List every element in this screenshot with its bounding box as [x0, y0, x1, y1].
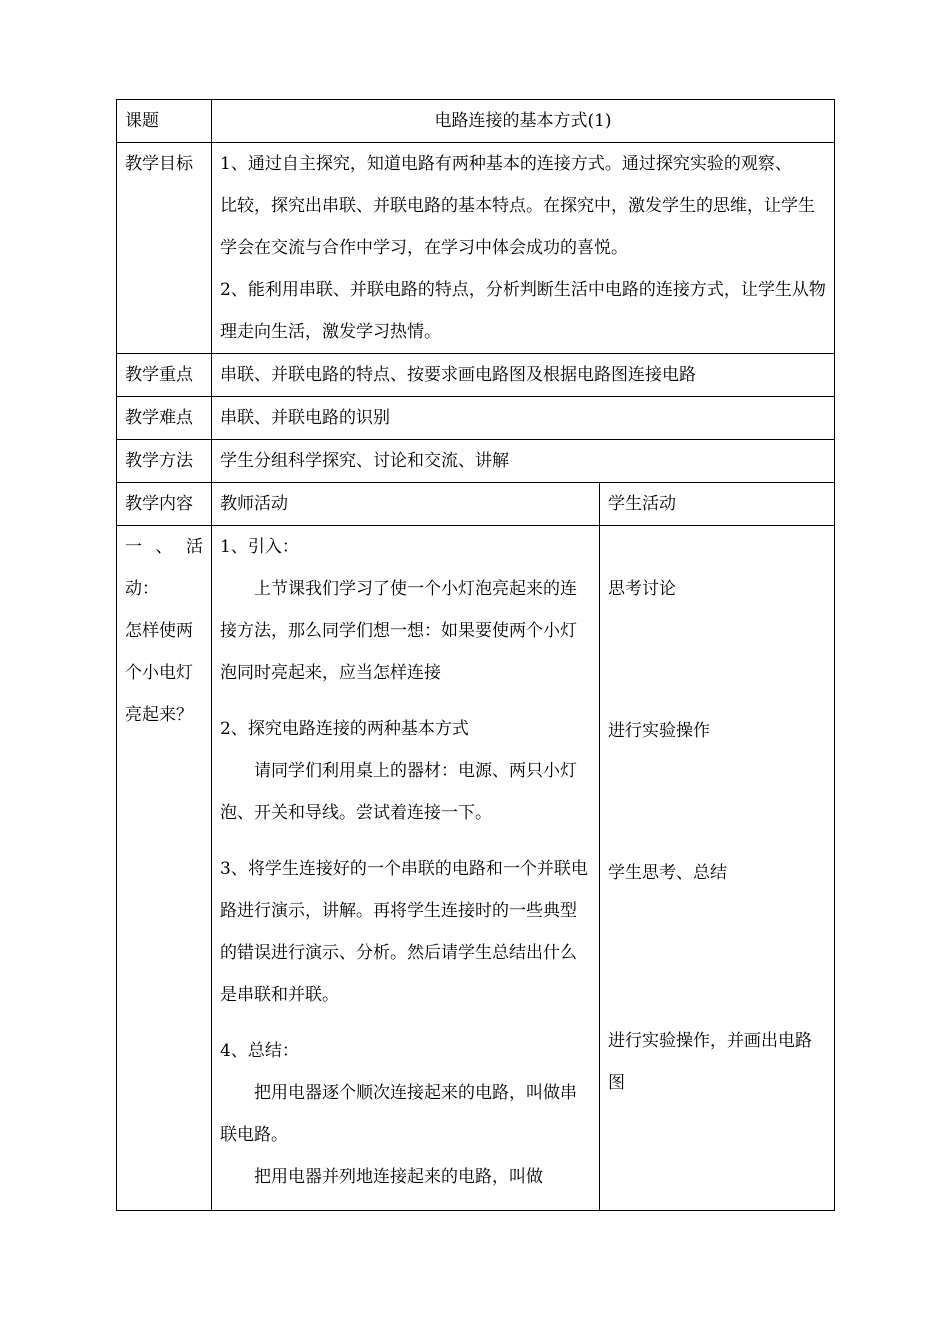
teacher-s3-text: 3、将学生连接好的一个串联的电路和一个并联电路进行演示，讲解。再将学生连接时的一些典型的错误进行演示、分析。然后请学生总结出什么是串联和并联。 — [220, 859, 588, 1005]
student-cell — [600, 526, 835, 1211]
activity-title-b: 动： — [125, 579, 159, 599]
activity-cell — [117, 526, 212, 1211]
teacher-header: 教师活动 — [212, 483, 600, 526]
teacher-s2-title: 2、探究电路连接的两种基本方式 — [220, 719, 469, 739]
goals-label: 教学目标 — [117, 143, 212, 354]
key-row — [117, 354, 835, 397]
content-header: 教学内容 — [117, 483, 212, 526]
student-a3: 学生思考、总结 — [608, 863, 727, 883]
topic-row — [117, 100, 835, 143]
teacher-s4-text2: 把用电器并列地连接起来的电路，叫做 — [254, 1167, 543, 1187]
teacher-s2-text: 请同学们利用桌上的器材：电源、两只小灯泡、开关和导线。尝试着连接一下。 — [220, 761, 577, 823]
teacher-s4-text1: 把用电器逐个顺次连接起来的电路，叫做串联电路。 — [220, 1083, 577, 1145]
topic-label: 课题 — [117, 100, 212, 143]
goals-row — [117, 143, 835, 354]
lesson-plan-table — [116, 99, 835, 1211]
student-a4: 进行实验操作，并画出电路图 — [608, 1031, 812, 1093]
teacher-s1-title: 1、引入： — [220, 537, 299, 557]
key-label: 教学重点 — [117, 354, 212, 397]
teacher-s4-title: 4、总结： — [220, 1041, 299, 1061]
method-value: 学生分组科学探究、讨论和交流、讲解 — [212, 440, 835, 483]
content-row — [117, 526, 835, 1211]
goal-line-2: 比较，探究出串联、并联电路的基本特点。在探究中，激发学生的思维，让学生学会在交流与合作中学习，在学习中体会成功的喜悦。 — [220, 196, 815, 258]
student-header: 学生活动 — [600, 483, 835, 526]
difficulty-value: 串联、并联电路的识别 — [212, 397, 835, 440]
activity-title-a: 一 、 活 — [125, 537, 203, 557]
goals-content — [212, 143, 835, 354]
student-a2: 进行实验操作 — [608, 721, 710, 741]
method-label: 教学方法 — [117, 440, 212, 483]
student-a1: 思考讨论 — [608, 579, 676, 599]
teacher-s1-text: 上节课我们学习了使一个小灯泡亮起来的连接方法，那么同学们想一想：如果要使两个小灯泡同时亮起来，应当怎样连接 — [220, 579, 577, 683]
difficulty-label: 教学难点 — [117, 397, 212, 440]
activity-title-c: 怎样使两个小电灯亮起来？ — [125, 621, 193, 725]
teacher-cell — [212, 526, 600, 1211]
column-header-row — [117, 483, 835, 526]
method-row — [117, 440, 835, 483]
goal-line-3: 2、能利用串联、并联电路的特点，分析判断生活中电路的连接方式，让学生从物理走向生活，激发学习热情。 — [220, 280, 826, 342]
goal-line-1: 1、通过自主探究，知道电路有两种基本的连接方式。通过探究实验的观察、 — [220, 154, 792, 174]
difficulty-row — [117, 397, 835, 440]
topic-value: 电路连接的基本方式(1) — [212, 100, 835, 143]
key-value: 串联、并联电路的特点、按要求画电路图及根据电路图连接电路 — [212, 354, 835, 397]
